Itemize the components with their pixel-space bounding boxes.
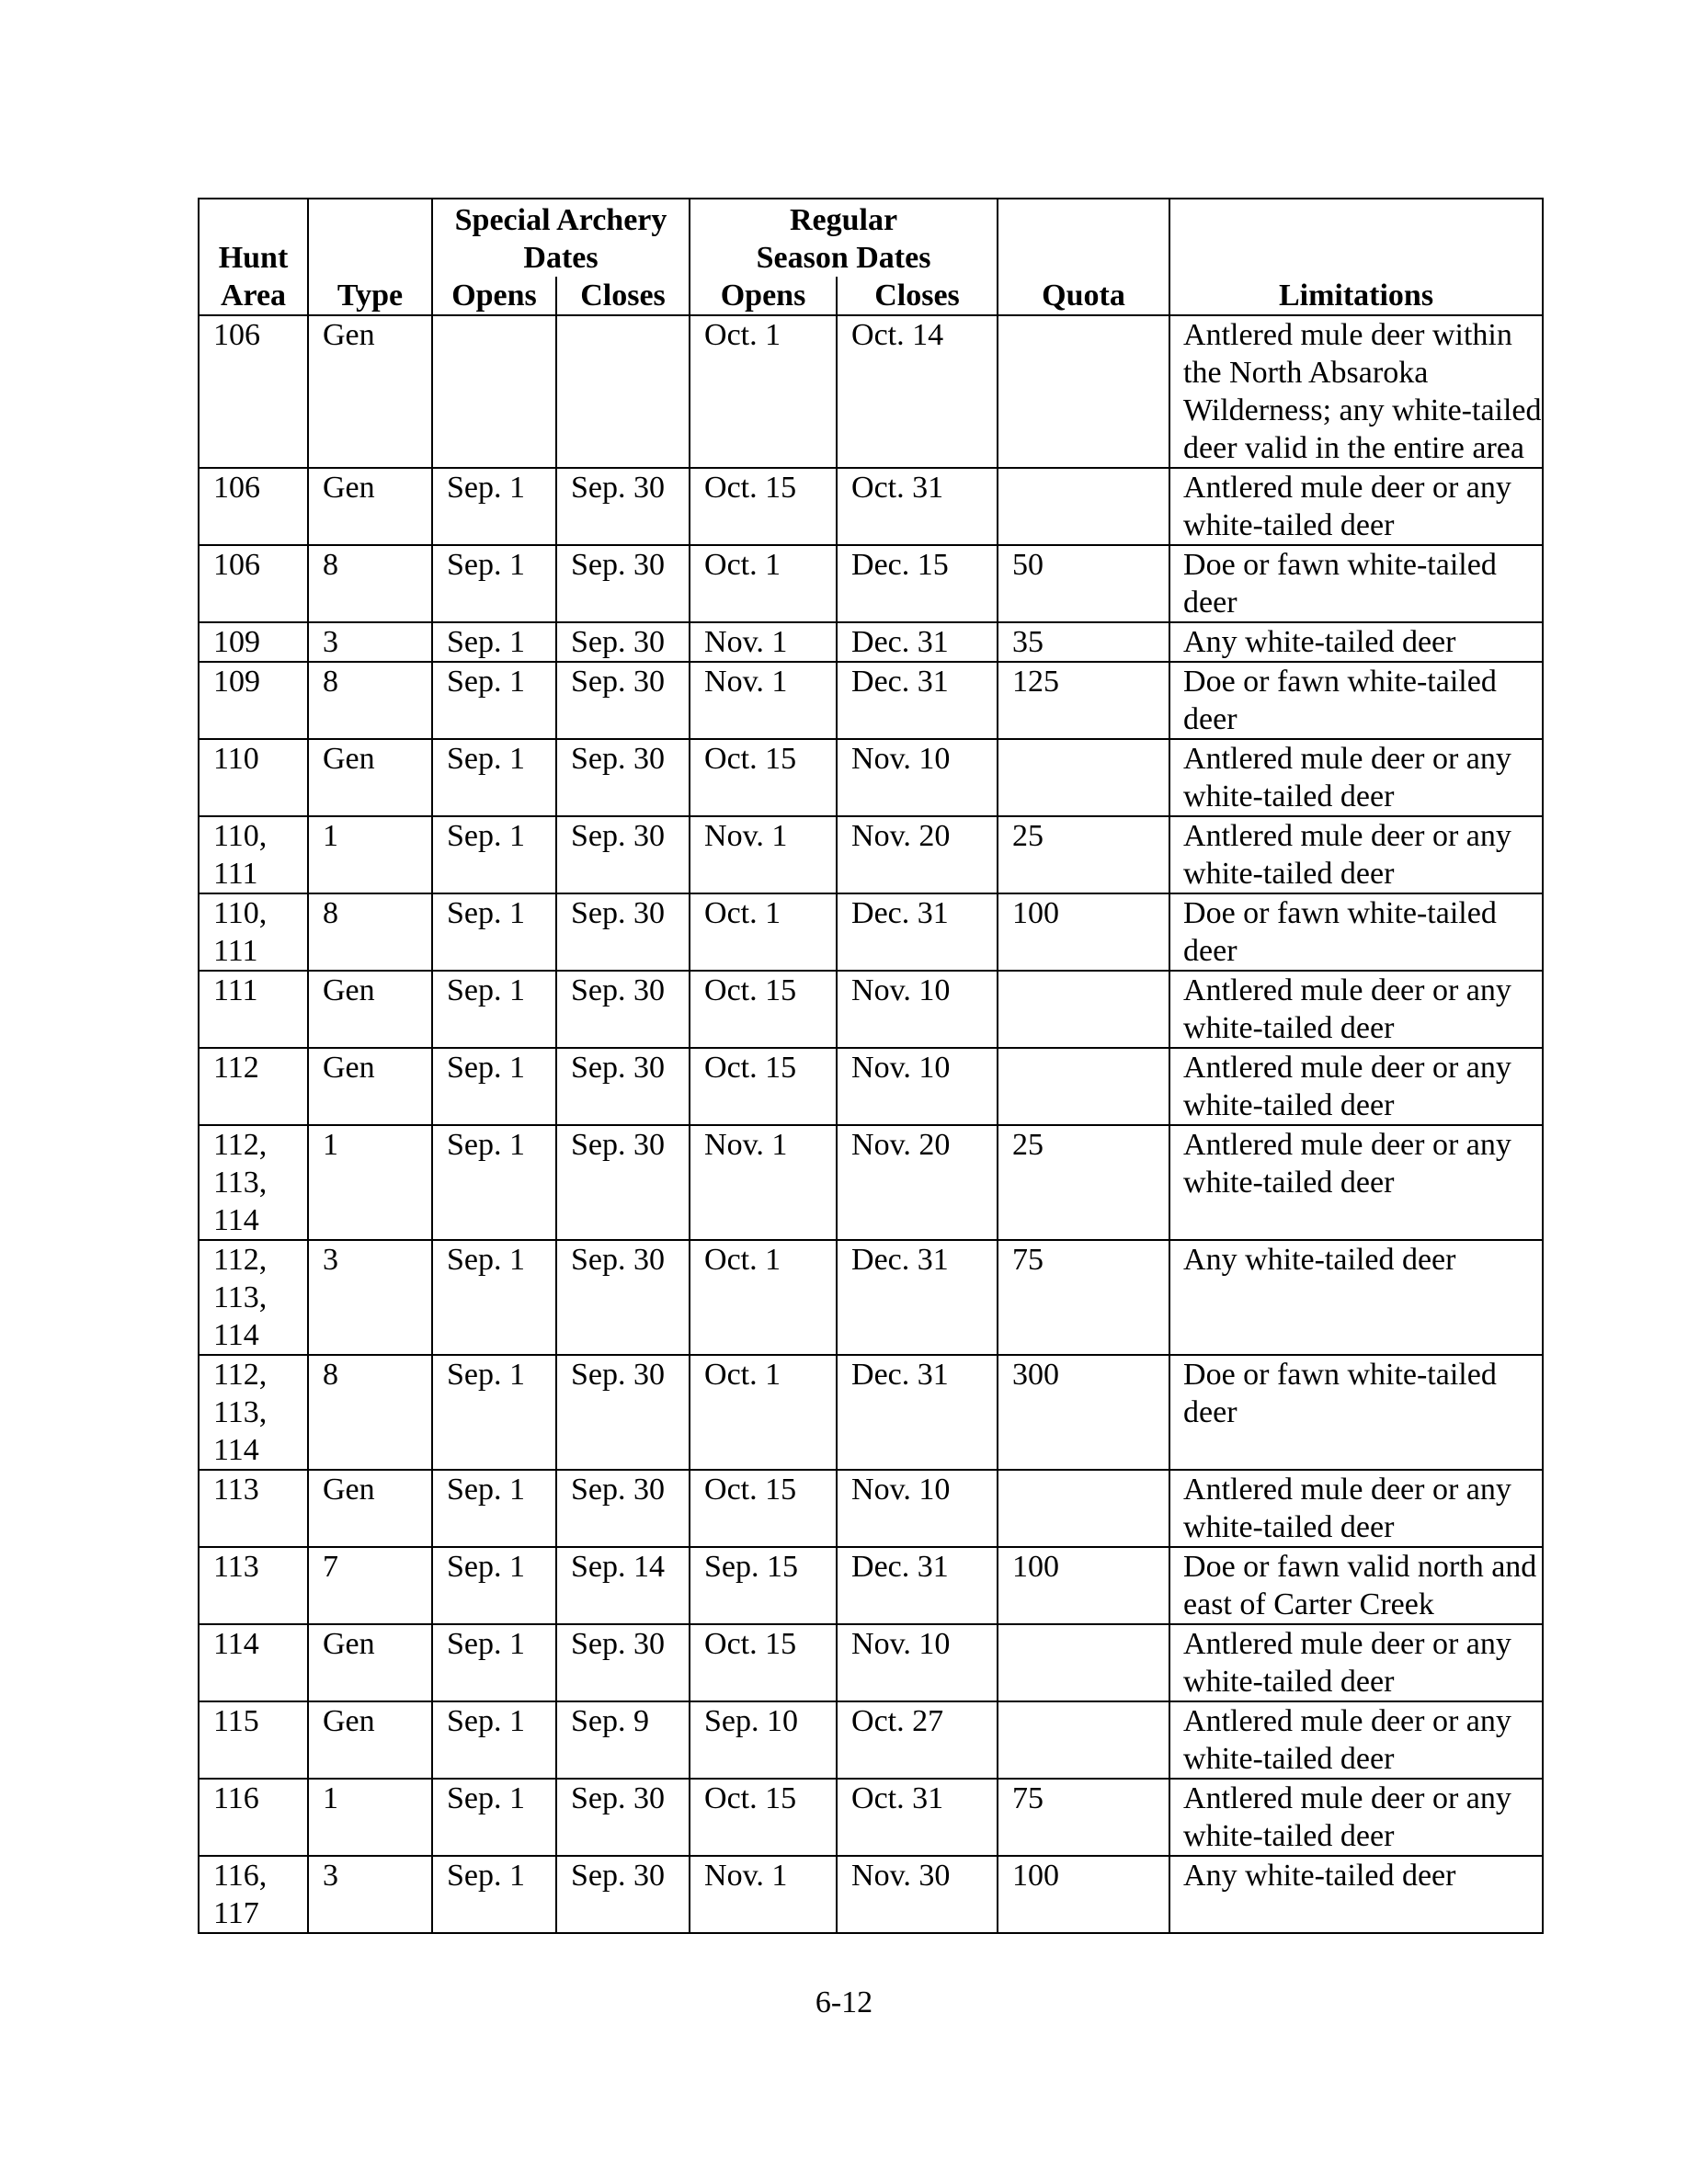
cell-type: 3 [308, 622, 432, 662]
header-quota [998, 199, 1169, 315]
cell-archery-closes: Sep. 30 [556, 739, 690, 816]
cell-limitations: Antlered mule deer or any white-tailed deer [1169, 1779, 1543, 1856]
cell-hunt-area: 116, 117 [199, 1856, 308, 1933]
cell-archery-opens: Sep. 1 [432, 1547, 556, 1624]
cell-archery-closes: Sep. 30 [556, 662, 690, 739]
cell-archery-opens: Sep. 1 [432, 1856, 556, 1933]
cell-limitations: Doe or fawn white-tailed deer [1169, 545, 1543, 622]
cell-regular-closes: Nov. 20 [837, 816, 998, 893]
cell-type: 3 [308, 1856, 432, 1933]
cell-regular-opens: Nov. 1 [690, 622, 837, 662]
cell-quota [998, 1701, 1169, 1779]
cell-archery-opens: Sep. 1 [432, 1048, 556, 1125]
cell-quota: 50 [998, 545, 1169, 622]
cell-regular-closes: Nov. 10 [837, 971, 998, 1048]
cell-regular-closes: Dec. 31 [837, 1240, 998, 1355]
cell-archery-closes: Sep. 30 [556, 1470, 690, 1547]
cell-regular-closes: Dec. 31 [837, 1547, 998, 1624]
cell-type: 8 [308, 662, 432, 739]
cell-hunt-area: 116 [199, 1779, 308, 1856]
cell-limitations: Antlered mule deer or any white-tailed deer [1169, 1048, 1543, 1125]
table-row [199, 816, 1543, 893]
cell-limitations: Antlered mule deer within the North Absaroka Wilderness; any white-tailed deer valid in the entire area [1169, 315, 1543, 468]
header-regular-season-line2: Season Dates [756, 241, 931, 275]
cell-hunt-area: 112 [199, 1048, 308, 1125]
cell-archery-closes: Sep. 14 [556, 1547, 690, 1624]
cell-regular-opens: Oct. 15 [690, 1779, 837, 1856]
header-hunt-area-line1: Hunt [218, 241, 289, 275]
cell-type: 1 [308, 1779, 432, 1856]
cell-archery-opens: Sep. 1 [432, 1355, 556, 1470]
cell-type: Gen [308, 971, 432, 1048]
cell-archery-opens: Sep. 1 [432, 1624, 556, 1701]
table-row [199, 1125, 1543, 1240]
cell-regular-opens: Oct. 1 [690, 545, 837, 622]
cell-regular-opens: Oct. 15 [690, 1048, 837, 1125]
cell-limitations: Antlered mule deer or any white-tailed deer [1169, 1125, 1543, 1240]
header-limitations-label: Limitations [1278, 279, 1434, 313]
cell-archery-opens: Sep. 1 [432, 1470, 556, 1547]
table-row [199, 1624, 1543, 1701]
cell-regular-opens: Nov. 1 [690, 1125, 837, 1240]
cell-archery-opens: Sep. 1 [432, 622, 556, 662]
cell-regular-opens: Nov. 1 [690, 1856, 837, 1933]
cell-hunt-area: 110 [199, 739, 308, 816]
header-archery-opens: Opens [432, 277, 556, 315]
cell-archery-closes: Sep. 30 [556, 971, 690, 1048]
header-special-archery-line1: Special Archery [454, 203, 667, 237]
cell-quota [998, 1624, 1169, 1701]
cell-archery-closes: Sep. 30 [556, 1125, 690, 1240]
cell-type: Gen [308, 315, 432, 468]
header-archery-closes: Closes [556, 277, 690, 315]
cell-regular-opens: Nov. 1 [690, 662, 837, 739]
page-number: 6-12 [815, 1985, 873, 2019]
cell-hunt-area: 112, 113, 114 [199, 1125, 308, 1240]
cell-quota: 35 [998, 622, 1169, 662]
table-row [199, 1779, 1543, 1856]
header-special-archery-line2: Dates [523, 241, 599, 275]
table-row [199, 739, 1543, 816]
cell-type: 1 [308, 1125, 432, 1240]
cell-archery-opens: Sep. 1 [432, 739, 556, 816]
cell-type: Gen [308, 468, 432, 545]
cell-archery-opens: Sep. 1 [432, 893, 556, 971]
cell-limitations: Doe or fawn white-tailed deer [1169, 893, 1543, 971]
cell-regular-closes: Dec. 15 [837, 545, 998, 622]
cell-limitations: Antlered mule deer or any white-tailed deer [1169, 468, 1543, 545]
cell-limitations: Doe or fawn valid north and east of Carter Creek [1169, 1547, 1543, 1624]
table-row [199, 1701, 1543, 1779]
cell-archery-closes: Sep. 30 [556, 622, 690, 662]
cell-quota: 100 [998, 1856, 1169, 1933]
cell-quota: 25 [998, 1125, 1169, 1240]
cell-regular-opens: Sep. 15 [690, 1547, 837, 1624]
cell-regular-opens: Oct. 1 [690, 315, 837, 468]
cell-archery-closes: Sep. 30 [556, 468, 690, 545]
cell-quota: 300 [998, 1355, 1169, 1470]
cell-archery-closes: Sep. 9 [556, 1701, 690, 1779]
cell-archery-opens: Sep. 1 [432, 1701, 556, 1779]
cell-archery-opens: Sep. 1 [432, 816, 556, 893]
cell-limitations: Doe or fawn white-tailed deer [1169, 662, 1543, 739]
cell-hunt-area: 109 [199, 622, 308, 662]
cell-quota: 25 [998, 816, 1169, 893]
cell-hunt-area: 106 [199, 545, 308, 622]
table-row [199, 1470, 1543, 1547]
cell-quota: 125 [998, 662, 1169, 739]
header-limitations [1169, 199, 1543, 315]
cell-limitations: Any white-tailed deer [1169, 622, 1543, 662]
cell-regular-closes: Nov. 10 [837, 739, 998, 816]
cell-type: 8 [308, 893, 432, 971]
cell-type: Gen [308, 1470, 432, 1547]
cell-regular-opens: Oct. 1 [690, 1355, 837, 1470]
table-row [199, 1355, 1543, 1470]
cell-archery-closes: Sep. 30 [556, 1856, 690, 1933]
cell-archery-opens: Sep. 1 [432, 662, 556, 739]
cell-hunt-area: 106 [199, 468, 308, 545]
table-row [199, 315, 1543, 468]
cell-regular-closes: Dec. 31 [837, 1355, 998, 1470]
cell-archery-opens: Sep. 1 [432, 1779, 556, 1856]
cell-regular-closes: Dec. 31 [837, 622, 998, 662]
cell-quota [998, 315, 1169, 468]
header-type [308, 199, 432, 315]
cell-hunt-area: 110, 111 [199, 893, 308, 971]
cell-quota: 75 [998, 1240, 1169, 1355]
cell-quota [998, 1048, 1169, 1125]
cell-regular-closes: Nov. 10 [837, 1048, 998, 1125]
cell-regular-closes: Oct. 27 [837, 1701, 998, 1779]
cell-limitations: Any white-tailed deer [1169, 1240, 1543, 1355]
cell-quota: 100 [998, 1547, 1169, 1624]
cell-regular-closes: Nov. 30 [837, 1856, 998, 1933]
cell-limitations: Doe or fawn white-tailed deer [1169, 1355, 1543, 1470]
cell-limitations: Antlered mule deer or any white-tailed deer [1169, 739, 1543, 816]
cell-archery-closes: Sep. 30 [556, 1355, 690, 1470]
cell-type: Gen [308, 739, 432, 816]
cell-limitations: Antlered mule deer or any white-tailed deer [1169, 1701, 1543, 1779]
cell-quota [998, 1470, 1169, 1547]
cell-archery-opens: Sep. 1 [432, 545, 556, 622]
table-row [199, 1547, 1543, 1624]
cell-type: Gen [308, 1048, 432, 1125]
cell-hunt-area: 115 [199, 1701, 308, 1779]
table-row [199, 468, 1543, 545]
header-hunt-area-line2: Area [220, 279, 287, 313]
cell-regular-closes: Nov. 10 [837, 1624, 998, 1701]
cell-archery-opens: Sep. 1 [432, 1125, 556, 1240]
cell-hunt-area: 112, 113, 114 [199, 1240, 308, 1355]
cell-limitations: Antlered mule deer or any white-tailed deer [1169, 816, 1543, 893]
cell-archery-closes: Sep. 30 [556, 1624, 690, 1701]
cell-regular-opens: Oct. 15 [690, 468, 837, 545]
cell-hunt-area: 106 [199, 315, 308, 468]
cell-regular-opens: Oct. 1 [690, 893, 837, 971]
cell-regular-closes: Dec. 31 [837, 662, 998, 739]
header-regular-closes: Closes [837, 277, 998, 315]
cell-regular-closes: Nov. 10 [837, 1470, 998, 1547]
cell-archery-closes: Sep. 30 [556, 816, 690, 893]
cell-quota [998, 468, 1169, 545]
header-hunt-area [199, 199, 308, 315]
header-regular-season [690, 199, 998, 277]
table-row [199, 545, 1543, 622]
cell-type: 3 [308, 1240, 432, 1355]
cell-limitations: Antlered mule deer or any white-tailed deer [1169, 971, 1543, 1048]
table-row [199, 662, 1543, 739]
cell-archery-closes [556, 315, 690, 468]
cell-archery-closes: Sep. 30 [556, 545, 690, 622]
cell-archery-closes: Sep. 30 [556, 893, 690, 971]
cell-limitations: Antlered mule deer or any white-tailed deer [1169, 1624, 1543, 1701]
table-row [199, 622, 1543, 662]
cell-regular-opens: Oct. 1 [690, 1240, 837, 1355]
cell-regular-closes: Oct. 31 [837, 1779, 998, 1856]
header-special-archery [432, 199, 690, 277]
cell-limitations: Any white-tailed deer [1169, 1856, 1543, 1933]
table-row [199, 1048, 1543, 1125]
cell-regular-opens: Oct. 15 [690, 1470, 837, 1547]
cell-hunt-area: 111 [199, 971, 308, 1048]
cell-regular-closes: Dec. 31 [837, 893, 998, 971]
cell-regular-closes: Oct. 31 [837, 468, 998, 545]
cell-regular-opens: Oct. 15 [690, 1624, 837, 1701]
cell-regular-opens: Sep. 10 [690, 1701, 837, 1779]
cell-type: 8 [308, 1355, 432, 1470]
cell-archery-closes: Sep. 30 [556, 1048, 690, 1125]
cell-quota: 100 [998, 893, 1169, 971]
cell-hunt-area: 110, 111 [199, 816, 308, 893]
header-regular-opens: Opens [690, 277, 837, 315]
cell-archery-opens: Sep. 1 [432, 1240, 556, 1355]
cell-archery-opens: Sep. 1 [432, 468, 556, 545]
cell-quota [998, 739, 1169, 816]
table-row [199, 1856, 1543, 1933]
cell-hunt-area: 113 [199, 1470, 308, 1547]
cell-regular-opens: Oct. 15 [690, 971, 837, 1048]
header-type-label: Type [336, 279, 404, 313]
cell-hunt-area: 109 [199, 662, 308, 739]
cell-regular-closes: Oct. 14 [837, 315, 998, 468]
cell-hunt-area: 113 [199, 1547, 308, 1624]
table-row [199, 971, 1543, 1048]
cell-type: 8 [308, 545, 432, 622]
cell-type: Gen [308, 1701, 432, 1779]
cell-limitations: Antlered mule deer or any white-tailed deer [1169, 1470, 1543, 1547]
cell-type: 7 [308, 1547, 432, 1624]
cell-regular-closes: Nov. 20 [837, 1125, 998, 1240]
cell-archery-opens [432, 315, 556, 468]
cell-quota: 75 [998, 1779, 1169, 1856]
cell-archery-closes: Sep. 30 [556, 1240, 690, 1355]
cell-regular-opens: Oct. 15 [690, 739, 837, 816]
table-row [199, 893, 1543, 971]
cell-archery-closes: Sep. 30 [556, 1779, 690, 1856]
cell-archery-opens: Sep. 1 [432, 971, 556, 1048]
cell-hunt-area: 112, 113, 114 [199, 1355, 308, 1470]
table-row [199, 1240, 1543, 1355]
cell-quota [998, 971, 1169, 1048]
header-quota-label: Quota [1042, 279, 1125, 313]
cell-type: Gen [308, 1624, 432, 1701]
table-body [199, 315, 1543, 1933]
hunt-season-table [198, 198, 1544, 1934]
cell-hunt-area: 114 [199, 1624, 308, 1701]
header-regular-season-line1: Regular [789, 203, 898, 237]
cell-type: 1 [308, 816, 432, 893]
cell-regular-opens: Nov. 1 [690, 816, 837, 893]
